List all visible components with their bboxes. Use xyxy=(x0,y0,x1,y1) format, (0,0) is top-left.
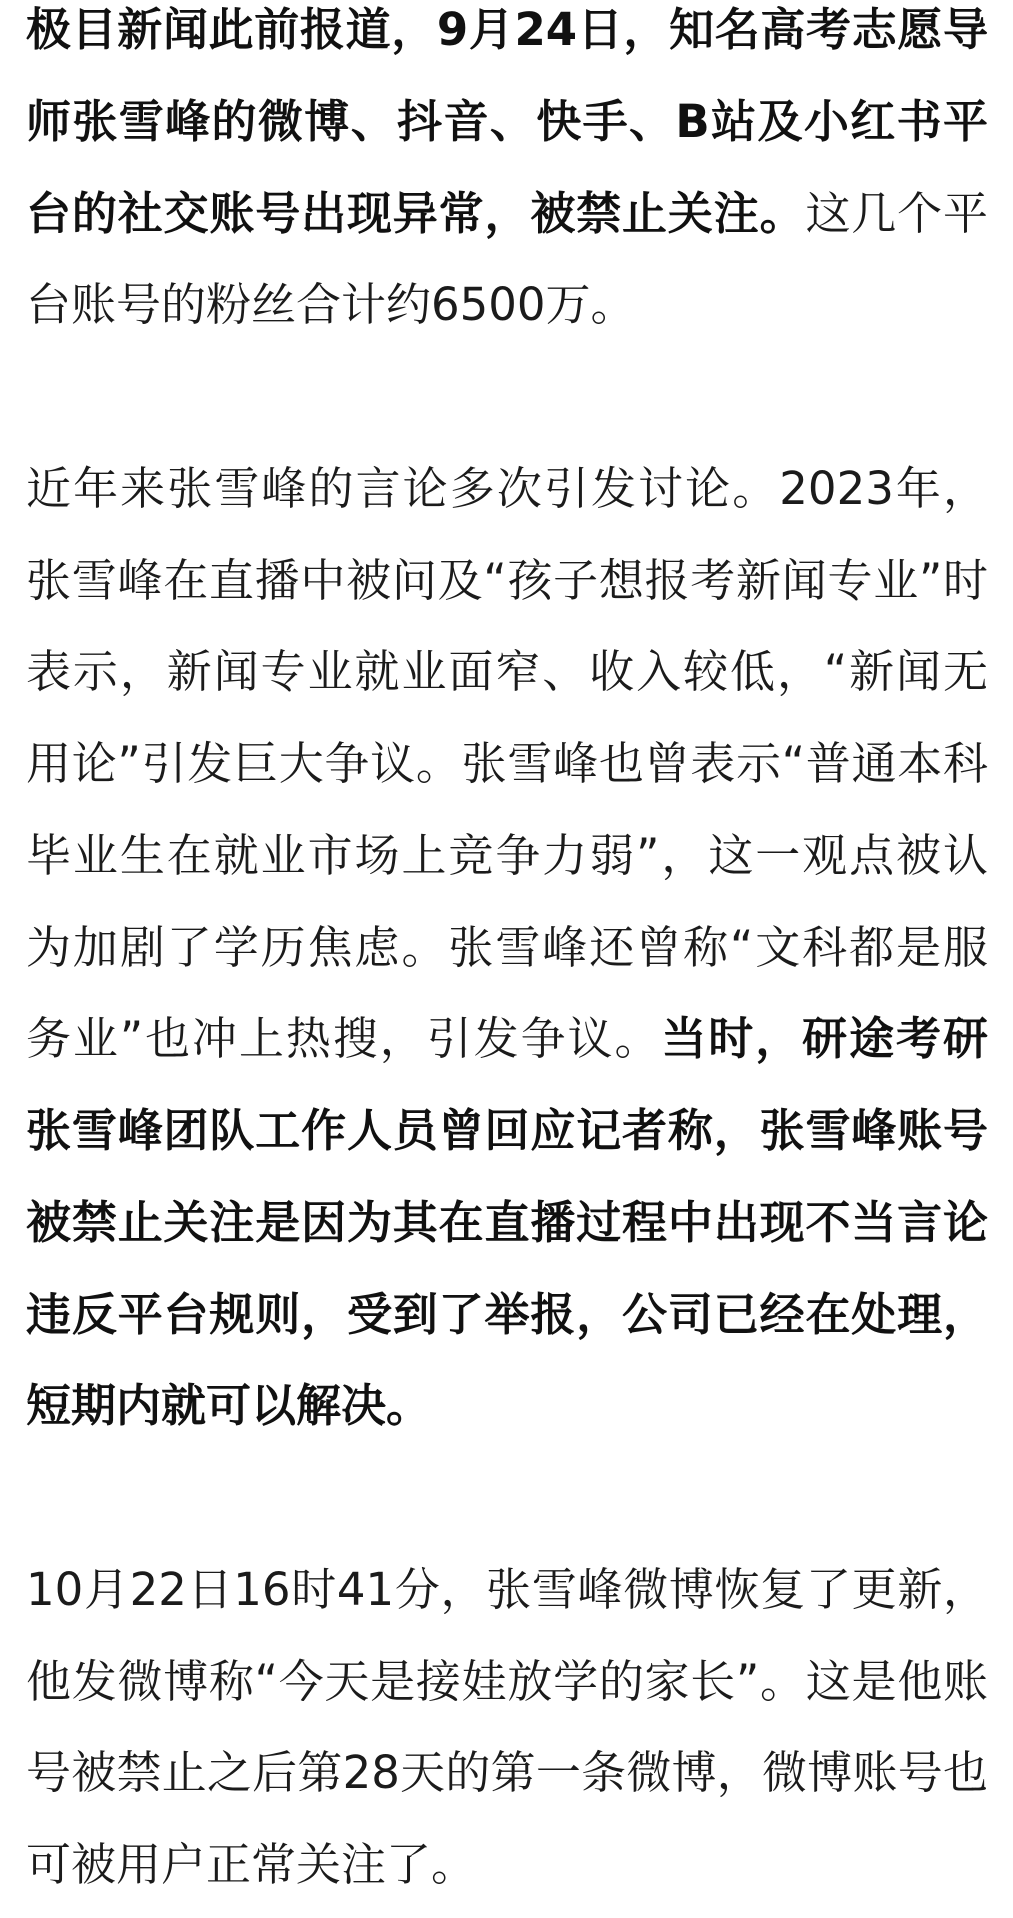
text-line xyxy=(26,1177,988,1269)
bold-text-segment: 违反平台规则，受到了举报，公司已经在处理， xyxy=(26,1287,988,1341)
bold-text-segment: 当时，研途考研 xyxy=(661,1012,988,1066)
text-segment: 表示，新闻专业就业面窄、收入较低，“新闻无 xyxy=(26,645,988,699)
bold-text-segment: 张雪峰团队工作人员曾回应记者称，张雪峰账号 xyxy=(26,1104,988,1157)
bold-text-segment: 被禁止关注是因为其在直播过程中出现不当言论 xyxy=(26,1195,988,1249)
paragraph xyxy=(26,0,988,351)
text-line xyxy=(26,76,988,168)
paragraph-spacer xyxy=(26,351,988,443)
text-segment: 毕业生在就业市场上竞争力弱”，这一观点被认 xyxy=(26,828,988,882)
text-line xyxy=(26,1819,988,1911)
text-line xyxy=(26,993,988,1085)
paragraph-spacer xyxy=(26,1452,988,1544)
text-line xyxy=(26,535,988,627)
bold-text-segment: 师张雪峰的微博、抖音、快手、B站及小红书平 xyxy=(26,94,988,148)
text-line xyxy=(26,626,988,718)
text-segment: 用论”引发巨大争议。张雪峰也曾表示“普通本科 xyxy=(26,737,988,790)
paragraph xyxy=(26,1544,988,1911)
text-segment: 台账号的粉丝合计约6500万。 xyxy=(26,278,636,332)
article-body xyxy=(26,0,988,1911)
paragraph xyxy=(26,443,988,1452)
text-line xyxy=(26,1544,988,1636)
text-segment: 他发微博称“今天是接娃放学的家长”。这是他账 xyxy=(26,1654,988,1708)
text-segment: 这几个平 xyxy=(805,186,988,240)
bold-text-segment: 短期内就可以解决。 xyxy=(26,1379,432,1433)
text-line xyxy=(26,1360,988,1452)
text-line xyxy=(26,1636,988,1728)
text-line xyxy=(26,1727,988,1819)
bold-text-segment: 台的社交账号出现异常，被禁止关注。 xyxy=(26,186,806,240)
text-segment: 10月22日16时41分，张雪峰微博恢复了更新， xyxy=(26,1562,988,1616)
text-line xyxy=(26,0,988,76)
text-segment: 为加剧了学历焦虑。张雪峰还曾称“文科都是服 xyxy=(26,920,988,974)
text-segment: 号被禁止之后第28天的第一条微博，微博账号也 xyxy=(26,1746,988,1800)
text-line xyxy=(26,1085,988,1177)
text-line xyxy=(26,810,988,902)
text-segment: 可被用户正常关注了。 xyxy=(26,1838,477,1891)
text-segment: 务业”也冲上热搜，引发争议。 xyxy=(26,1012,662,1066)
text-line xyxy=(26,259,988,351)
text-line xyxy=(26,718,988,810)
text-line xyxy=(26,1269,988,1361)
text-line xyxy=(26,902,988,994)
text-segment: 近年来张雪峰的言论多次引发讨论。2023年， xyxy=(26,461,988,515)
text-segment: 张雪峰在直播中被问及“孩子想报考新闻专业”时 xyxy=(26,553,988,607)
text-line xyxy=(26,443,988,535)
bold-text-segment: 极目新闻此前报道，9月24日，知名高考志愿导 xyxy=(26,3,988,56)
text-line xyxy=(26,168,988,260)
